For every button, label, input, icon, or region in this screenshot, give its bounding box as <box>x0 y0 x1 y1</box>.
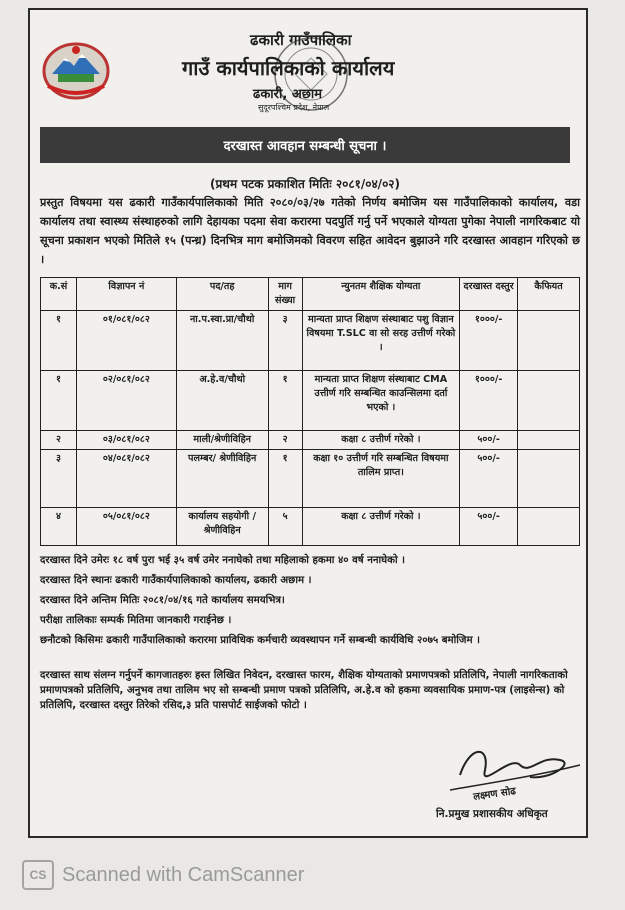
cell-fee: ५००/- <box>460 431 518 450</box>
cell-post: ना.प.स्वा.प्रा/चौथो <box>176 311 268 371</box>
col-qualification: न्युनतम शैक्षिक योग्यता <box>302 278 460 311</box>
info-place-text: ढकारी गाउँकार्यपालिकाको कार्यालय, ढकारी अछाम । <box>115 575 312 586</box>
info-basis-text: ढकारी गाउँपालिकाको करारमा प्राविधिक कर्मचारी व्यवस्थापन गर्ने सम्बन्धी कार्यविधि २०७५ बमोजिम । <box>106 635 480 646</box>
col-remarks: कैफियत <box>518 278 580 311</box>
cell-remarks <box>518 508 580 546</box>
cell-demand: ५ <box>268 508 302 546</box>
cell-qualification: मान्यता प्राप्त शिक्षण संस्थाबाट CMA उत्तीर्ण गरि सम्बन्धित काउन्सिलमा दर्ता भएको । <box>302 371 460 431</box>
cell-qualification: कक्षा ८ उत्तीर्ण गरेको । <box>302 508 460 546</box>
table-row <box>41 371 580 431</box>
info-age-label: दरखास्त दिने उमेरः <box>40 555 110 566</box>
scanner-watermark <box>22 860 304 890</box>
cell-demand: २ <box>268 431 302 450</box>
office-name-line1: ढकारी गाउँपालिका <box>250 31 352 49</box>
info-exam <box>40 613 580 628</box>
signatory-title: नि.प्रमुख प्रशासकीय अधिकृत <box>436 808 548 820</box>
signatory-name: लक्ष्मण सोढ <box>472 786 517 803</box>
col-sn: क.सं <box>41 278 77 311</box>
cell-ad-no: ०४/०८१/०८२ <box>76 450 176 508</box>
cell-ad-no: ०२/०८१/०८२ <box>76 371 176 431</box>
cell-fee: १०००/- <box>460 311 518 371</box>
info-basis-label: छनौटको किसिमः <box>40 635 103 646</box>
info-docs-label: दरखास्त साथ संलग्न गर्नुपर्ने कागजातहरुः <box>40 670 192 681</box>
info-docs-text: हस्त लिखित निवेदन, दरखास्त फारम, शैक्षिक योग्यताको प्रमाणपत्रको प्रतिलिपि, नेपाली नागरिकताको प्रमाणपत्रको प्रतिलिपि, अनुभव तथा तालिम भए सो सम्बन्धी प्रमाण पत्रको प्रतिलिपि, अ.हे.व को हकमा व्यवसायिक प्रमाण-पत्र (लाइसेन्स) को प्रतिलिपि, दरखास्त दस्तुर तिरेको रसिद,३ प्रति पासपोर्ट साईजको फोटो । <box>40 670 568 711</box>
cell-remarks <box>518 431 580 450</box>
table-row <box>41 431 580 450</box>
cell-remarks <box>518 450 580 508</box>
info-deadline <box>40 593 580 608</box>
official-seal-icon <box>265 34 357 114</box>
table-row <box>41 450 580 508</box>
table-row <box>41 311 580 371</box>
info-basis <box>40 633 580 648</box>
table-header-row <box>41 278 580 311</box>
cell-remarks <box>518 371 580 431</box>
vacancy-table <box>40 277 580 546</box>
cell-ad-no: ०३/०८१/०८२ <box>76 431 176 450</box>
cell-fee: १०००/- <box>460 371 518 431</box>
col-post: पद/तह <box>176 278 268 311</box>
cell-sn: २ <box>41 431 77 450</box>
cell-qualification: कक्षा ८ उत्तीर्ण गरेको । <box>302 431 460 450</box>
office-province: सुदूरपश्चिम प्रदेश, नेपाल <box>258 103 330 112</box>
info-deadline-text: २०८१/०४/१६ गते कार्यालय समयभित्र। <box>142 595 285 606</box>
info-exam-text: सम्पर्क मितिमा जानकारी गराईनेछ । <box>100 615 232 626</box>
info-docs <box>40 668 580 713</box>
cell-ad-no: ०१/०८१/०८२ <box>76 311 176 371</box>
office-name-line2: गाउँ कार्यपालिकाको कार्यालय <box>182 56 395 80</box>
cell-sn: १ <box>41 311 77 371</box>
cell-qualification: कक्षा १० उत्तीर्ण गरि सम्बन्धित विषयमा तालिम प्राप्त। <box>302 450 460 508</box>
table-row <box>41 508 580 546</box>
cell-post: पलम्बर/ श्रेणीविहिन <box>176 450 268 508</box>
notice-paragraph: प्रस्तुत विषयमा यस ढकारी गाउँकार्यपालिकाको मिति २०८०/०३/२७ गतेको निर्णय बमोजिम यस गाउँपालिकाको कार्यालय, वडा कार्यालय तथा स्वास्थ्य संस्थाहरुको लागि देहायका पदमा सेवा करारमा पदपुर्ति गर्नु पर्ने भएकाले योग्यता पुगेका नेपाली नागरिकबाट यो सूचना प्रकाशन भएको मितिले १५ (पन्ध्र) दिनभित्र माग बमोजिमको विवरण सहित आवेदन बुझाउने गरि दरखास्त आवहान गरिएको छ । <box>40 196 580 266</box>
cell-remarks <box>518 311 580 371</box>
info-exam-label: परीक्षा तालिकाः <box>40 615 97 626</box>
cell-demand: १ <box>268 371 302 431</box>
cell-demand: ३ <box>268 311 302 371</box>
cell-post: कार्यालय सहयोगी /श्रेणीविहिन <box>176 508 268 546</box>
col-demand: माग संख्या <box>268 278 302 311</box>
info-place-label: दरखास्त दिने स्थानः <box>40 575 112 586</box>
cell-sn: ३ <box>41 450 77 508</box>
cell-fee: ५००/- <box>460 508 518 546</box>
info-place <box>40 573 580 588</box>
info-age-text: १८ वर्ष पुरा भई ३५ वर्ष उमेर ननाघेको तथा महिलाको हकमा ४० वर्ष ननाघेको । <box>112 555 406 566</box>
nepal-emblem-icon <box>40 40 112 102</box>
notice-banner: दरखास्त आवहान सम्बन्धी सूचना । <box>40 127 570 163</box>
cell-sn: १ <box>41 371 77 431</box>
cell-post: अ.हे.व/चौथो <box>176 371 268 431</box>
cell-post: माली/श्रेणीविहिन <box>176 431 268 450</box>
cell-fee: ५००/- <box>460 450 518 508</box>
cell-ad-no: ०५/०८१/०८२ <box>76 508 176 546</box>
camscanner-logo-icon: CS <box>22 860 54 890</box>
col-ad-no: विज्ञापन नं <box>76 278 176 311</box>
info-deadline-label: दरखास्त दिने अन्तिम मितिः <box>40 595 140 606</box>
cell-demand: १ <box>268 450 302 508</box>
col-fee: दरखास्त दस्तुर <box>460 278 518 311</box>
scanner-watermark-text: Scanned with CamScanner <box>62 863 305 886</box>
office-address: ढकारी, अछाम <box>253 87 323 102</box>
publish-date: (प्रथम पटक प्रकाशित मितिः २०८१/०४/०२) <box>210 177 401 191</box>
cell-sn: ४ <box>41 508 77 546</box>
cell-qualification: मान्यता प्राप्त शिक्षण संस्थाबाट पशु विज्ञान विषयमा T.SLC वा सो सरह उत्तीर्ण गरेको । <box>302 311 460 371</box>
info-age <box>40 553 580 568</box>
